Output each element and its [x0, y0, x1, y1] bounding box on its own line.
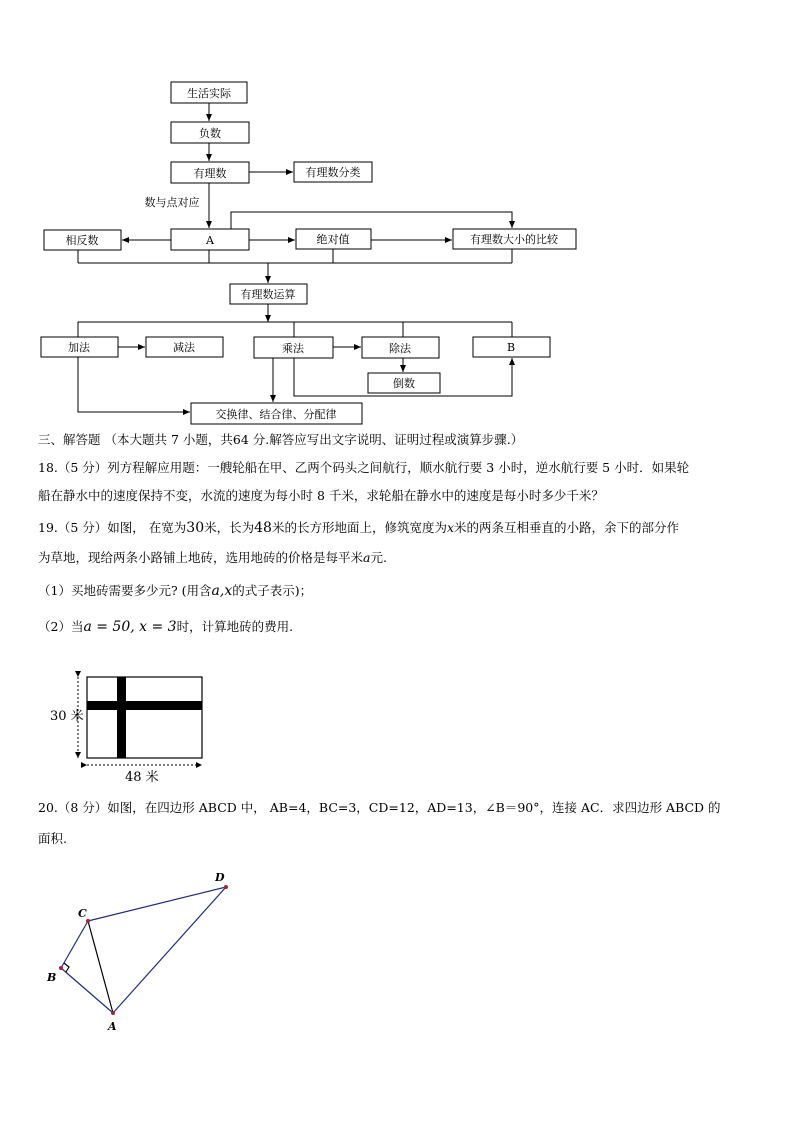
q19-text-d: 米的两条互相垂直的小路，余下的部分作: [454, 520, 680, 535]
q18-line1: 18.（5 分）列方程解应用题：一艘轮船在甲、乙两个码头之间航行，顺水航行要 3 小时，逆水航行要 5 小时．如果轮: [38, 460, 690, 475]
q19-sub1-a: （1）买地砖需要多少元? (用含: [38, 583, 212, 598]
q19-length: 48: [254, 520, 272, 536]
q19-x: x: [446, 520, 455, 535]
q19-sub2-b: 时，计算地砖的费用.: [176, 619, 294, 634]
fc-shuyudian: 数与点对应: [144, 196, 200, 209]
q18-line2: 船在静水中的速度保持不变，水流的速度为每小时 8 千米，求轮船在静水中的速度是每小时多少千米？: [38, 488, 604, 503]
fc-youlishu: 有理数: [193, 167, 227, 180]
fc-juedui: 绝对值: [316, 233, 350, 246]
fig19-length-label: 48 米: [125, 770, 159, 785]
q19-sub1-b: 的式子表示)；: [232, 583, 313, 598]
fig20-label-a: A: [108, 1020, 117, 1033]
flowchart-diagram: [0, 0, 794, 430]
horizontal-path: [87, 701, 202, 710]
fc-shenghuo: 生活实际: [187, 87, 231, 100]
q20-line1: 20.（8 分）如图，在四边形 ABCD 中， AB=4，BC=3，CD=12，AD=13，∠B＝90°，连接 AC．求四边形 ABCD 的: [38, 800, 721, 815]
q19-text-f: 元.: [370, 550, 387, 565]
fig20-label-b: B: [47, 971, 57, 984]
q20-line2: 面积.: [38, 831, 67, 846]
q19-sub2: [38, 619, 760, 635]
q19-text-e: 为草地，现给两条小路铺上地砖，选用地砖的价格是每平米: [38, 550, 364, 565]
fc-a: A: [206, 234, 214, 247]
section-title: 三、解答题 （本大题共 7 小题，共64 分.解答应写出文字说明、证明过程或演算步骤.）: [38, 432, 524, 447]
q19-line2: [38, 550, 760, 566]
fig19-width-label: 30 米: [50, 709, 84, 724]
fc-xiangfanshu: 相反数: [65, 234, 99, 247]
fc-jianfa: 减法: [173, 341, 195, 354]
q19-text-a: 19.（5 分）如图， 在宽为: [38, 520, 187, 535]
fc-chengfa: 乘法: [282, 342, 304, 355]
fc-chufa: 除法: [389, 342, 411, 355]
vertical-path: [117, 677, 126, 758]
fig20-label-c: C: [78, 907, 87, 920]
q19-sub1: [38, 583, 760, 599]
figure-20: [0, 860, 794, 1040]
q19-line1: [38, 520, 760, 536]
q19-sub1-vars: a,x: [211, 583, 233, 599]
fig20-label-d: D: [215, 871, 225, 884]
field-rect: [87, 677, 202, 758]
fc-bijiao: 有理数大小的比较: [470, 233, 558, 246]
fc-daoshu: 倒数: [393, 377, 415, 390]
fc-fenlei: 有理数分类: [305, 166, 361, 179]
figure-19: [0, 668, 794, 798]
fc-yunsuan: 有理数运算: [240, 288, 296, 301]
fc-b: B: [506, 341, 516, 354]
q19-sub2-a: （2）当: [38, 619, 84, 634]
q19-text-b: 米，长为: [204, 520, 255, 535]
fc-jiaohuan: 交换律、结合律、分配律: [215, 408, 337, 421]
q19-text-c: 米的长方形地面上，修筑宽度为: [271, 520, 447, 535]
q19-a: a: [363, 550, 371, 565]
fc-jiafa: 加法: [68, 341, 90, 354]
q19-width: 30: [186, 520, 205, 536]
q19-sub2-expr: a = 50, x = 3: [83, 619, 177, 635]
fc-fushu: 负数: [199, 127, 221, 140]
